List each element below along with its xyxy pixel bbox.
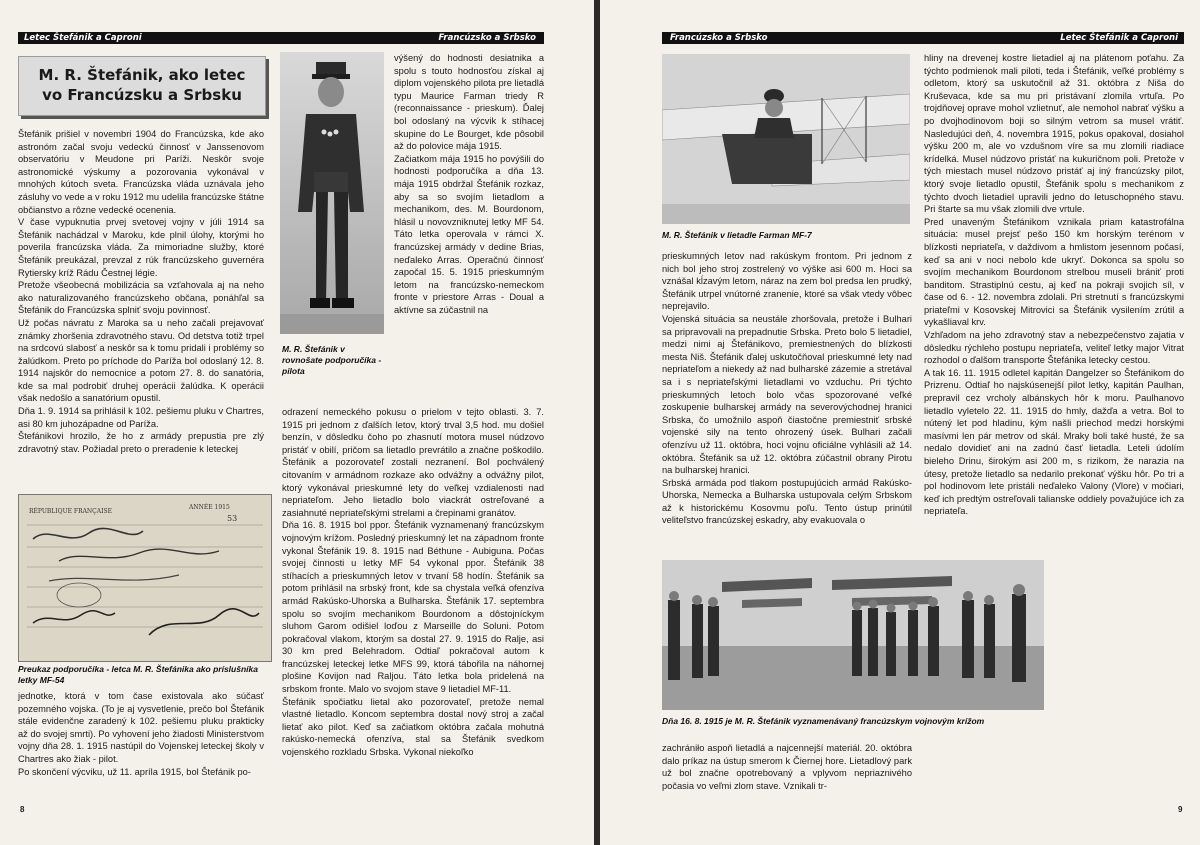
article-title-box	[18, 56, 266, 116]
paragraph: Vojenská situácia sa neustále zhoršovala, pretože i Bulhari sa pripravovali na prepadnutie Srbska. Preto bolo 5 lietadiel, medzi nimi aj Štefánikovo, premiestnených do blízkosti mesta Niš. Štefánik ďalej uskutočňoval prieskumné lety nad nepriateľom a niekedy až nad bulharské zázemie a stretával sa i s nepriateľskými lietadlami vo vzduchu. Pri týchto prieskumných letoch bolo včas spozorované veľké zoskupenie bulharskej armády na severovýchodnej hranici Srbska, čo umožnilo aspoň čiastočne premiestniť srbské vojenské sily na tento ohrozený úsek. Bulhari začali ofenzívu už 11. októbra, hoci vojnu oficiálne vyhlásili až 14. októbra. Štefánik sa už 12. októbra zúčastnil obrany Pirotu na bulharskej hranici.	[662, 313, 912, 476]
paragraph: A tak 16. 11. 1915 odletel kapitán Dangelzer so Štefánikom do Prizrenu. Odtiaľ ho najskúsenejší pilot letky, kapitán Paulhan, prepravil cez vrcholy albánskych hôr k moru. Paulhanovo lietadlo vyletelo 22. 11. 1915 do hmly, dažďa a vetra. Bol to nútený let pod hladinu, kým našli priechod medzi horskými masívmi len pár metrov od skál. Mraky boli také husté, že sa nedalo dovidieť ani na zadnú časť lietadla. Leteli údolím bieleho Drinu, širokým asi 200 m, s rizikom, že narazia na útesy, pretože lietadlo sa nedarilo prekonať výšku hôr. Po tri a pol hodinovom lete pristáli neďaleko Valony (Vlore) v močiari, keď ich predtým ostreľovali talianske oddiely považujúce ich za nepriateľa.	[924, 367, 1184, 517]
paragraph: Vzhľadom na jeho zdravotný stav a nebezpečenstvo zajatia v dôsledku rýchleho postupu nepriateľa, veliteľ letky major Vitrat rozhodol o ďalšom transporte Štefánika letecky cestou.	[924, 330, 1184, 366]
paragraph: hliny na drevenej kostre lietadiel aj na plátenom poťahu. Za týchto podmienok mali piloti, teda i Štefánik, veľké problémy s odletom, ktorý sa uskutočnil až 31. októbra z Niša do Kruševaca, kde sa mu pri pristávaní zlomila vrtuľa. Po trojdňovej oprave mohol vzlietnuť, ale nemohol nabrať výšku a po dvojhodinovom boji so silným vetrom sa musel vrátiť. Nasledujúci deň, 4. novembra 1915, pokus opakoval, dosiahol výšku 200 m, ale vo vzdušnom víre sa mu zlomili riadiace krídelká. Musel núdzovo pristáť na kukuričnom poli. Pretože v tých miestach musel núdzovo pristáť aj iný francúzsky pilot, ktorý svoje lietadlo opustil, Štefánik spolu s mechanikom z týchto dvoch lietadiel upravili jedno do letuschopného stavu. Pri štarte sa mu však zlomili dve vrtule.	[924, 53, 1184, 215]
id-document-drawing	[19, 495, 271, 661]
left-column-2-top	[394, 52, 544, 316]
paragraph: Po skončení výcviku, už 11. apríla 1915, bol Štefánik po-	[18, 766, 251, 777]
paragraph: jednotke, ktorá v tom čase existovala ako súčasť pozemného vojska. (To je aj vysvetlenie, prečo bol Štefánik stále evidenčne zaradený k 102. pešiemu pluku prakticky až do svojej smrti). Po vyhovení jeho žiadosti Ministerstvom vojny dňa 28. 1. 1915 nastúpil do Vojenskej leteckej školy v Chartres ako žiak - pilot.	[18, 691, 264, 764]
pilot-portrait-photo	[280, 52, 384, 334]
right-column-1-bottom	[662, 742, 912, 792]
paragraph: Štefánik prišiel v novembri 1904 do Francúzska, kde ako astronóm začal svoju vedeckú činnosť v Janssenovom observatóriu v Meudone pri Paríži. Neskôr svoje astronomické výskumy a pozorovania vykonával v mnohých kútoch sveta. Francúzska vláda uznávala jeho zásluhy vo vede a v roku 1912 mu udelila francúzske štátne občianstvo a rôzne vedecké ocenenia.	[18, 129, 264, 215]
left-header-bar	[18, 32, 544, 44]
portrait-caption: M. R. Štefánik v rovnošate podporučíka - pilota	[282, 344, 382, 376]
paragraph: zachrániło aspoň lietadlá a najcennejší materiál. 20. októbra dalo príkaz na ústup smerom k Čiernej hore. Lietadlový park už bol značne opotrebovaný a vplyvom nepriaznivého počasia vo veľmi zlom stave. Vznikali tr-	[662, 743, 912, 791]
document-heading: RÉPUBLIQUE FRANÇAISE	[29, 508, 112, 515]
title-line-1: M. R. Štefánik, ako letec	[38, 66, 246, 84]
biplane-photo	[662, 54, 910, 224]
paragraph: Pred unaveným Štefánikom vznikala priam katastrofálna situácia: musel prejsť pešo 150 km horským terénom v blízkosti nepriateľa, v daždivom a hmlistom jesennom počasí, keď sa ani v noci nebolo kde ukryť. Dokonca sa spolu so svojím mechanikom Bourdonom strelbou museli brániť proti banditom. Strastiplnú cestu, aj keď na pokraji svojich síl, v čase od 6. - 12. novembra zdolali. Pri stretnutí s francúzskymi priateľmi v Kosovskej Mitrovici sa Štefánik vysilením zrútil a vykašliaval krv.	[924, 216, 1184, 328]
right-page-number: 9	[1178, 805, 1183, 814]
document-caption: Preukaz podporučíka - letca M. R. Štefánika ako príslušníka letky MF-54	[18, 664, 258, 685]
document-year: ANNÉE 1915	[189, 504, 230, 511]
paragraph: Už počas návratu z Maroka sa u neho začali prejavovať známky zhoršenia zdravotného stavu. Od detstva totiž trpel na srdcovú slabosť a neskôr sa k tomu pridali i problémy so žalúdkom. Preto po príchode do Paríža bol odoslaný 12. 8. 1914 najskôr do nemocnice a potom 27. 8. do sanatória, kde sa mal podrobiť druhej operácii žalúdka. K operácii však nedošlo a sanatórium opustil.	[18, 317, 264, 404]
right-header-right: Letec Štefánik a Caproni	[1060, 33, 1178, 43]
ceremony-caption: Dňa 16. 8. 1915 je M. R. Štefánik vyznamenávaný francúzskym vojnovým krížom	[662, 716, 985, 726]
paragraph: Štefánik spočiatku lietal ako pozorovateľ, pretože nemal vlastné lietadlo. Koncom septembra dostal nový stroj a začal lietať ako pilot. Keď sa začiatkom októbra začala mohutná rakúsko-nemecká ofenzíva, stal sa Štefánik svedkom vojenského rozkladu Srbska. Vykonal niekoľko	[282, 696, 544, 758]
paragraph: Dňa 16. 8. 1915 bol ppor. Štefánik vyznamenaný francúzskym vojnovým krížom. Posledný prieskumný let na západnom fronte vykonal Štefánik 19. 8. 1915 nad Béthune - Aubiguna. Počas svojej činnosti u letky MF 54 vykonal ppor. Štefánik 38 stíhacích a prieskumných letov v trvaní 58 hodín. Štefánik sa potom prihlásil na srbský front, kde sa chystala veľká ofenzíva armád Rakúsko-Uhorska a Bulharska. Štefánik 17. septembra spolu so svojím mechanikom Bourdonom a dôstojníckym sluhom Garom odišiel loďou z Marseille do Soluni. Potom pokračoval vlakom, ktorým sa dostal 27. 9. 1915 do Ralje, asi 30 km pred Belehradom. Odtiaľ pokračoval autom k francúzskej leteckej letke MFS 99, ktorá tábořila na náhornej plošine Kovijon nad Raljou. Táto letka bola pridelená na srbskom fronte. Malo vo svojom stave 9 lietadiel MF-11.	[282, 520, 544, 695]
paragraph: Pretože všeobecná mobilizácia sa vzťahovala aj na neho ako naturalizovaného francúzskeho občana, ponáhľal sa Štefánik do Francúzska splniť svoju povinnosť.	[18, 280, 264, 316]
ceremony-drawing	[662, 560, 1044, 710]
right-column-2	[924, 52, 1184, 518]
pilot-portrait-drawing	[280, 52, 384, 334]
paragraph: Dňa 1. 9. 1914 sa prihlásil k 102. pešiemu pluku v Chartres, asi 80 km juhozápadne od Paríža.	[18, 406, 264, 429]
title-line-2: vo Francúzsku a Srbsku	[42, 86, 242, 104]
id-document-photo	[18, 494, 272, 662]
right-header-bar	[662, 32, 1184, 44]
left-header-right: Francúzsko a Srbsko	[438, 33, 536, 43]
article-title	[19, 57, 265, 105]
document-number: 53	[227, 514, 238, 523]
award-ceremony-photo	[662, 560, 1044, 710]
biplane-drawing	[662, 54, 910, 224]
paragraph: Štefánikovi hrozilo, že ho z armády prepustia pre zlý zdravotný stav. Požiadal preto o preradenie k leteckej	[18, 431, 264, 454]
paragraph: Srbská armáda pod tlakom postupujúcich armád Rakúsko-Uhorska, Nemecka a Bulharska ustupovala celým Srbskom až k historickému Kosovmu poľu. Tento ústup prinútil veliteľstvo francúzskej eskadry, aby evakuovala o	[662, 477, 912, 526]
paragraph: Začiatkom mája 1915 ho povýšili do hodnosti podporučíka a dňa 13. mája 1915 obdržal Štefánik rozkaz, aby sa so svojím lietadlom a mechanikom, des. M. Bourdonom, hlásil u novovzniknutej letky MF 54. Táto letka operovala v rámci X. francúzskej armády v dedine Brias, neďaleko Arras. Operačnú činnosť započal 15. 5. 1915 prieskumným letom na francúzsko-nemeckom fronte v priestore Arras - Doual a aktívne sa zúčastnil na	[394, 153, 544, 315]
left-header-left: Letec Štefánik a Caproni	[24, 33, 142, 43]
left-column-1-bottom	[18, 690, 264, 778]
left-page	[0, 0, 594, 845]
left-column-2-bottom	[282, 406, 544, 759]
left-column-1	[18, 128, 264, 455]
paragraph: výšený do hodnosti desiatnika a spolu s touto hodnosťou získal aj diplom vojenského pilota pre lietadlá typu Maurice Farman triedy R (reconnaissance - prieskum). Ďalej bol odoslaný na výcvik k stíhacej skupine do Le Bourget, kde pôsobil až do polovice mája 1915.	[394, 53, 544, 152]
paragraph: odrazení nemeckého pokusu o prielom v tejto oblasti. 3. 7. 1915 pri jednom z ďalších letov, ktorý trval 3,5 hod. mu došiel benzín, v dôsledku čoho po zhasnutí motora musel núdzovo pristáť v obilí, pričom sa lietadlo prevrátilo a značne poškodilo. Štefánik a pozorovateľ zostali nezranení. Bol pochválený citovaním v armádnom rozkaze ako odvážny a odvážny pilot, ktorý vykonával prieskumné lety do veľkej vzdialenosti nad nepriateľom. Jeho lietadlo bolo viackrát ostreľované a zasiahnuté nepriateľskými strelami a črepinami granátov.	[282, 407, 544, 518]
right-header-left: Francúzsko a Srbsko	[670, 33, 768, 43]
right-page	[600, 0, 1200, 845]
paragraph: V čase vypuknutia prvej svetovej vojny v júli 1914 sa Štefánik nachádzal v Maroku, kde plnil úlohy, ktorými ho poverila francúzska vláda. Za mimoriadne služby, ktoré Štefánik preukázal, prevzal z rúk francúzskeho guvernéra Rytiersky kríž Rádu Čestnej légie.	[18, 217, 264, 278]
right-column-1	[662, 250, 912, 527]
paragraph: prieskumných letov nad rakúskym frontom. Pri jednom z nich bol jeho stroj zostrelený vo výške asi 600 m. Hoci sa vznášal kĺzavým letom, náraz na zem bol predsa len prudký, Štefánik utrpel vnútorné zranenie, ktoré sa však vtedy vôbec neprejavilo.	[662, 251, 912, 312]
left-page-number: 8	[20, 805, 25, 814]
biplane-caption: M. R. Štefánik v lietadle Farman MF-7	[662, 230, 812, 240]
